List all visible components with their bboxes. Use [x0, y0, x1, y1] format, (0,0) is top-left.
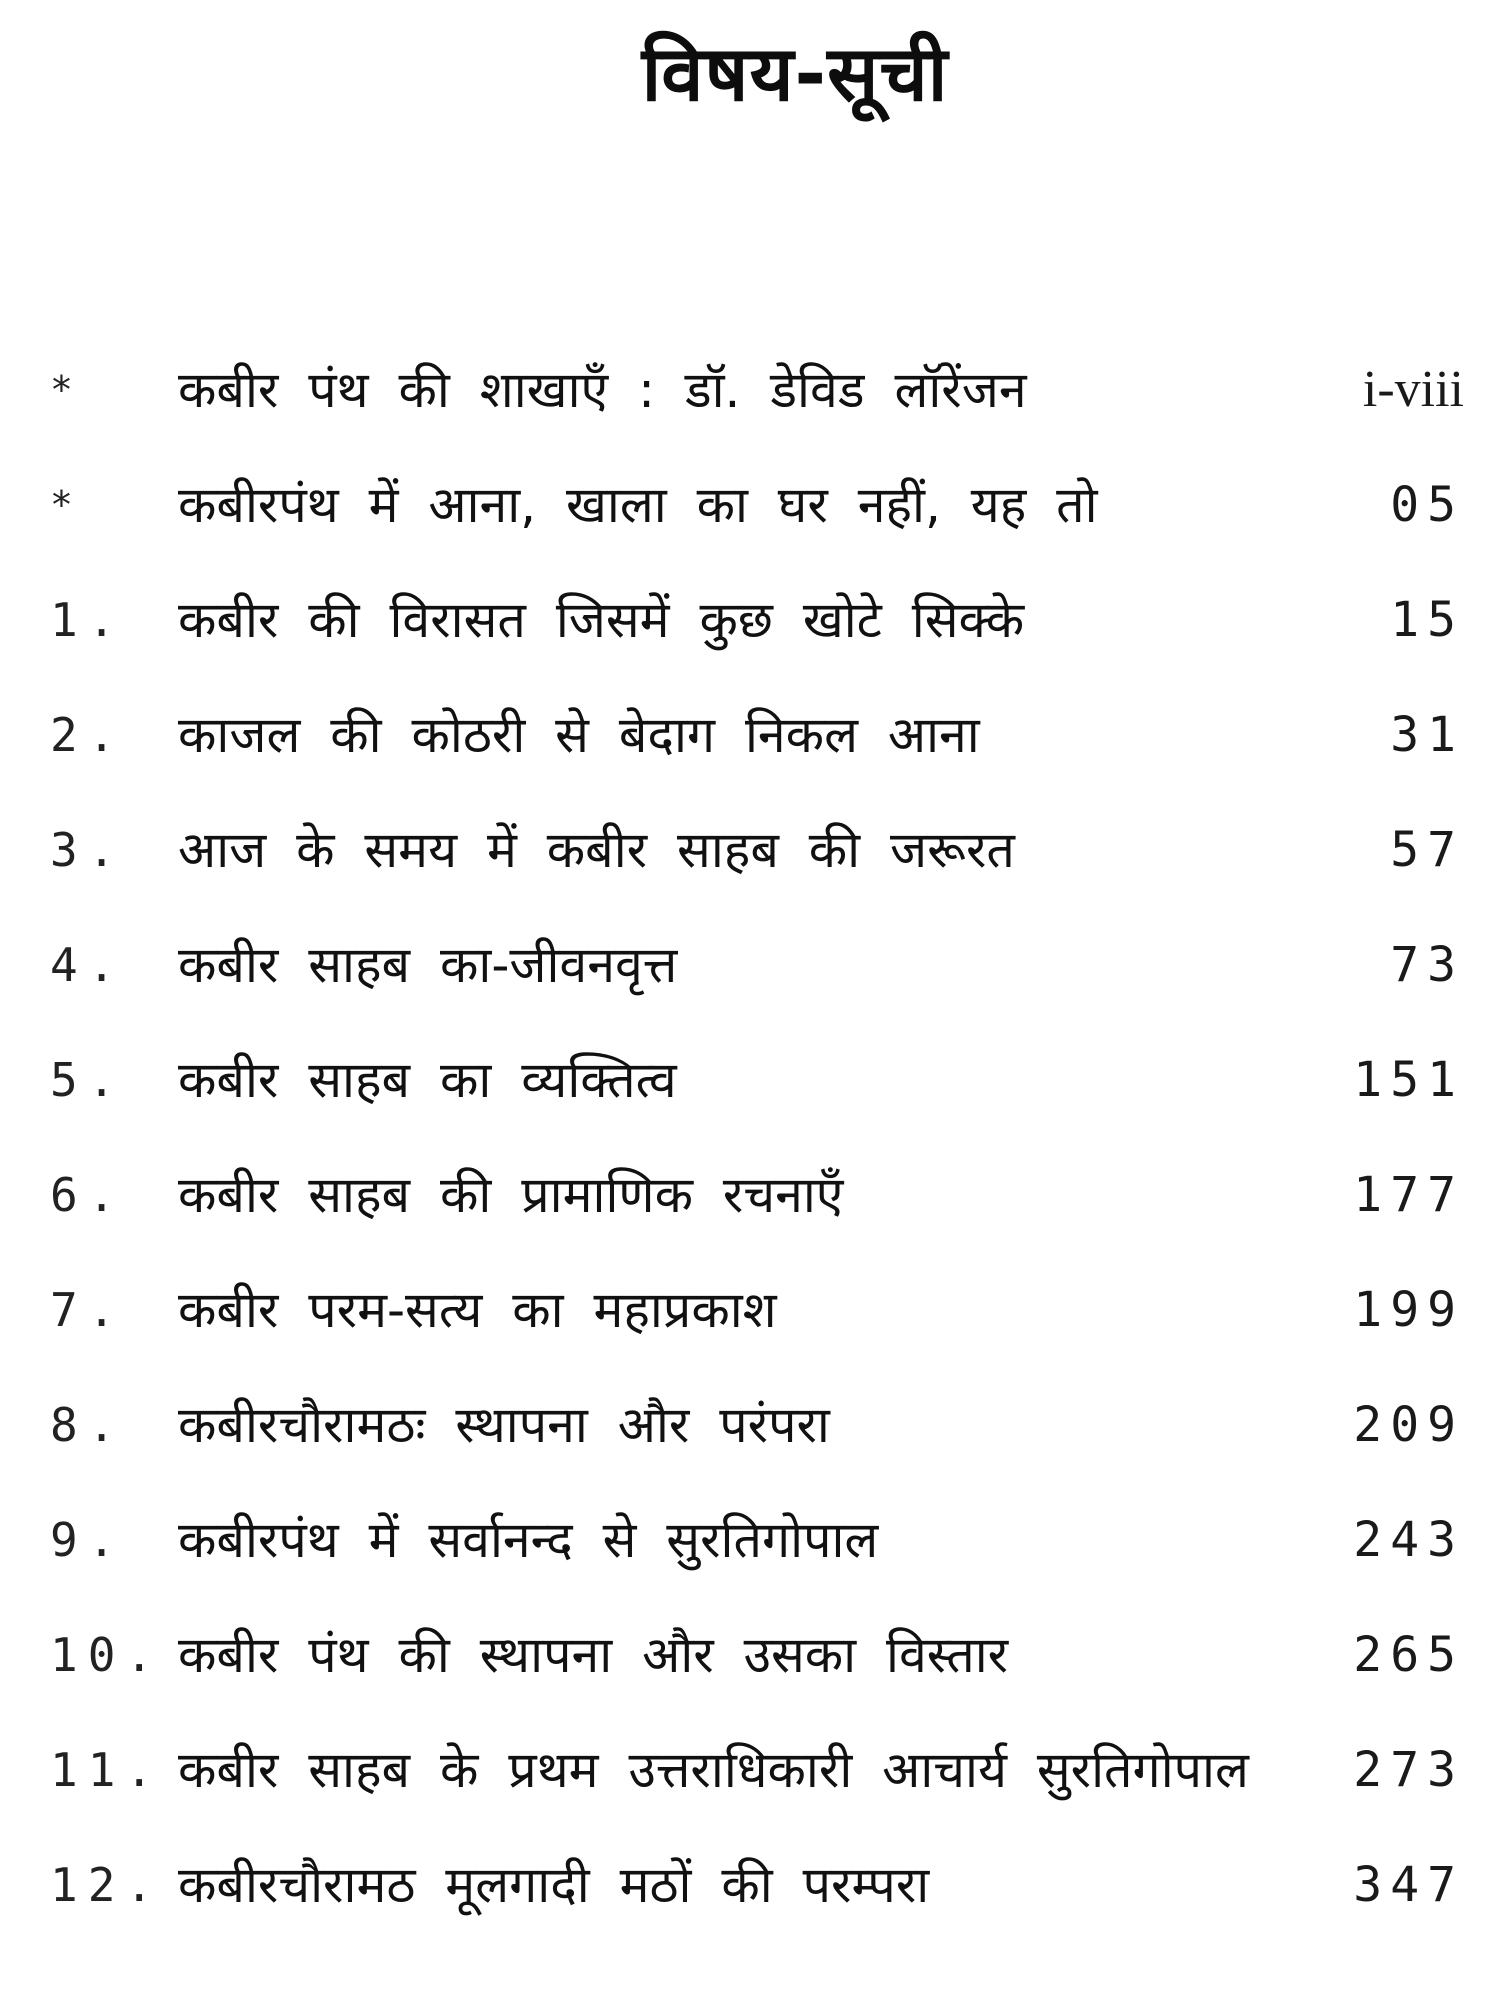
toc-entry [0, 695, 1500, 775]
toc-entry-number: 12. [50, 1858, 164, 1912]
toc-entry [0, 1615, 1500, 1695]
toc-entry [0, 580, 1500, 660]
toc-entry-number: 5. [50, 1053, 126, 1107]
toc-entry-title: कबीरपंथ में सर्वानन्द से सुरतिगोपाल [178, 1511, 879, 1569]
toc-entry-number: 7. [50, 1283, 126, 1337]
toc-entry [0, 810, 1500, 890]
toc-entry-page-number: i-viii [1362, 361, 1464, 418]
toc-entry-page-number: 209 [1353, 1397, 1464, 1453]
toc-entry-title: काजल की कोठरी से बेदाग निकल आना [178, 706, 980, 764]
toc-entry-page-number: 151 [1353, 1052, 1464, 1108]
toc-entry [0, 350, 1500, 430]
toc-entry-page-number: 199 [1353, 1282, 1464, 1338]
toc-entry-title: कबीर परम-सत्य का महाप्रकाश [178, 1281, 777, 1339]
toc-entry-page-number: 243 [1353, 1512, 1464, 1568]
toc-entry [0, 465, 1500, 545]
toc-entry [0, 1040, 1500, 1120]
toc-entry-page-number: 177 [1353, 1167, 1464, 1223]
toc-entry [0, 1500, 1500, 1580]
toc-entry-title: कबीरचौरामठ मूलगादी मठों की परम्परा [178, 1856, 930, 1914]
toc-entry-number: 1. [50, 593, 126, 647]
toc-entry-number: 11. [50, 1743, 164, 1797]
toc-entry [0, 1270, 1500, 1350]
toc-entry [0, 1155, 1500, 1235]
toc-entry-number: 2. [50, 708, 126, 762]
toc-entry [0, 925, 1500, 1005]
toc-entry-number: 8. [50, 1398, 126, 1452]
toc-entry-title: कबीर साहब के प्रथम उत्तराधिकारी आचार्य सुरतिगोपाल [178, 1741, 1249, 1799]
toc-entry-number: 9. [50, 1513, 126, 1567]
toc-entry-page-number: 31 [1390, 707, 1464, 763]
toc-entry-title: कबीर साहब की प्रामाणिक रचनाएँ [178, 1166, 844, 1224]
toc-entry-title: कबीरचौरामठः स्थापना और परंपरा [178, 1396, 830, 1454]
toc-entry [0, 1730, 1500, 1810]
toc-entry-number: 4. [50, 938, 126, 992]
toc-entry-title: कबीर पंथ की शाखाएँ : डॉ. डेविड लॉरेंजन [178, 361, 1027, 419]
toc-entry-title: कबीर पंथ की स्थापना और उसका विस्तार [178, 1626, 1009, 1684]
toc-entry [0, 1845, 1500, 1925]
toc-entry-page-number: 273 [1353, 1742, 1464, 1798]
toc-entry-number: * [50, 483, 73, 527]
toc-entry-page-number: 15 [1390, 592, 1464, 648]
toc-entry-title: कबीर साहब का व्यक्तित्व [178, 1051, 677, 1109]
toc-entry-page-number: 05 [1390, 477, 1464, 533]
toc-entry-number: 3. [50, 823, 126, 877]
toc-entry-page-number: 265 [1353, 1627, 1464, 1683]
toc-entry [0, 1385, 1500, 1465]
page-title: विषय-सूची [641, 29, 949, 118]
toc-entry-title: कबीर साहब का-जीवनवृत्त [178, 936, 678, 994]
toc-entry-number: 6. [50, 1168, 126, 1222]
toc-entry-title: कबीरपंथ में आना, खाला का घर नहीं, यह तो [178, 476, 1098, 534]
toc-entry-title: आज के समय में कबीर साहब की जरूरत [178, 821, 1015, 879]
toc-entry-page-number: 57 [1390, 822, 1464, 878]
toc-entry-title: कबीर की विरासत जिसमें कुछ खोटे सिक्के [178, 591, 1025, 649]
toc-entry-number: * [50, 368, 73, 412]
toc-entry-page-number: 73 [1390, 937, 1464, 993]
toc-entry-page-number: 347 [1353, 1857, 1464, 1913]
toc-entry-number: 10. [50, 1628, 164, 1682]
